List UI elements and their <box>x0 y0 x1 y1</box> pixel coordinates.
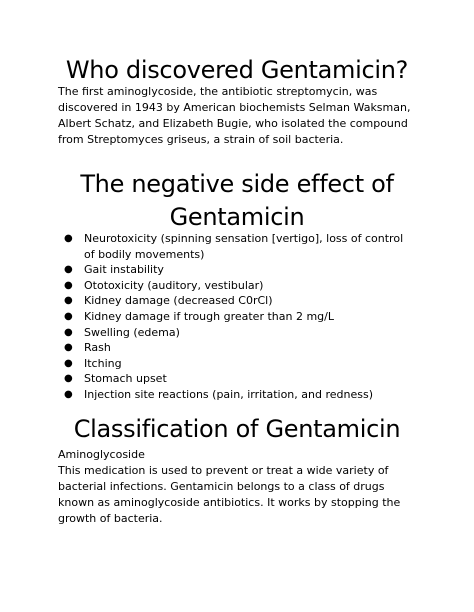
list-item: ● Ototoxicity (auditory, vestibular) <box>64 278 264 292</box>
bullet-icon: ● <box>64 357 73 369</box>
classification-block <box>58 447 418 527</box>
bullet-icon: ● <box>64 310 73 322</box>
bullet-icon: ● <box>64 233 73 244</box>
bullet-icon: ● <box>64 388 73 400</box>
section-title-discovery: Who discovered Gentamicin? <box>65 56 409 84</box>
list-item: ● Kidney damage (decreased C0rCl) <box>64 294 273 308</box>
discovery-paragraph: The first aminoglycoside, the antibiotic streptomycin, was discovered in 1943 by American biochemists Selman Waksman, Albert Schatz, and Elizabeth Bugie, who isolated the compound from Streptomyces griseus, a strain of soil bacteria. <box>58 85 411 146</box>
bullet-icon: ● <box>64 295 73 307</box>
section-title-side-effects: The negative side effect of Gentamicin <box>80 170 394 231</box>
list-item: ● Itching <box>64 356 122 370</box>
bullet-icon: ● <box>64 373 73 385</box>
list-item: ● Rash <box>64 341 111 355</box>
list-item: ● Stomach upset <box>64 372 167 386</box>
list-item: ● Swelling (edema) <box>64 325 180 339</box>
bullet-icon: ● <box>64 264 73 276</box>
section-title-classification: Classification of Gentamicin <box>73 415 401 443</box>
list-item: ● Injection site reactions (pain, irritation, and redness) <box>64 387 373 401</box>
classification-paragraph: This medication is used to prevent or treat a wide variety of bacterial infections. Gentamicin belongs to a class of drugs known as aminoglycoside antibiotics. It works by stopping the growth of bacteria. <box>58 464 401 525</box>
classification-subtitle: Aminoglycoside <box>58 448 145 461</box>
bullet-icon: ● <box>64 279 73 291</box>
list-item: ● Kidney damage if trough greater than 2 mg/L <box>64 309 334 323</box>
bullet-icon: ● <box>64 342 73 354</box>
list-item: ● Neurotoxicity (spinning sensation [vertigo], loss of control of bodily movements) <box>64 232 404 261</box>
bullet-icon: ● <box>64 326 73 338</box>
list-item: ● Gait instability <box>64 263 164 277</box>
side-effects-list <box>58 231 408 403</box>
